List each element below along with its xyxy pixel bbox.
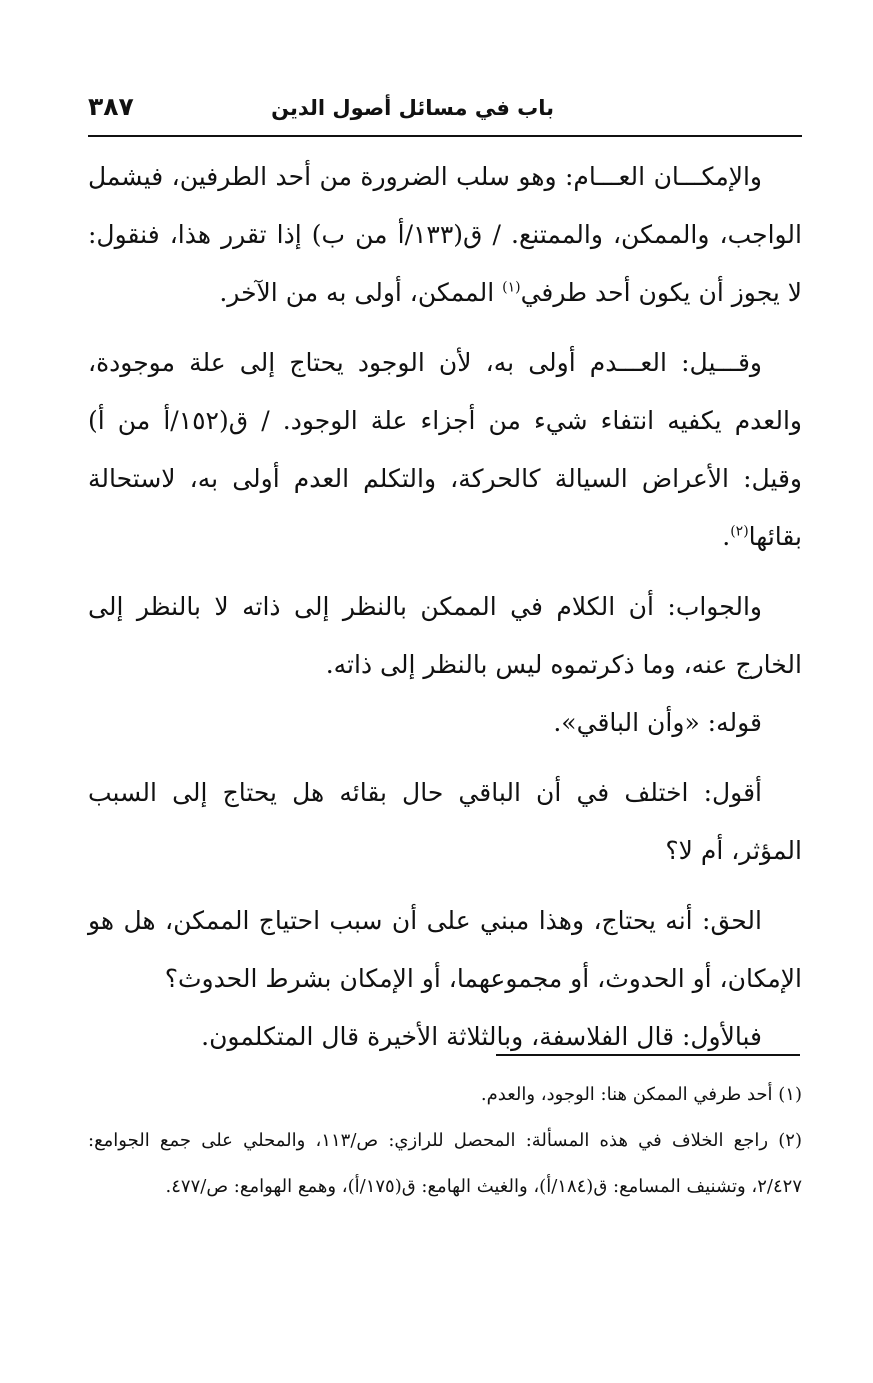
paragraph-3: والجواب: أن الكلام في الممكن بالنظر إلى ذاته لا بالنظر إلى الخارج عنه، وما ذكرتموه ليس بالنظر إلى ذاته. xyxy=(88,592,802,679)
footnote-1: (١) أحد طرفي الممكن هنا: الوجود، والعدم. xyxy=(480,1084,802,1105)
paragraph-2-tail: . xyxy=(722,522,731,551)
paragraph-2 xyxy=(88,334,802,566)
footnote-2: (٢) راجع الخلاف في هذه المسألة: المحصل للرازي: ص/١١٣، والمحلي على جمع الجوامع: ٢/٤٢٧، وتشنيف المسامع: ق(١٨٤/أ)، والغيث الهامع: ق(١٧٥/أ)، وهمع الهوامع: ص/٤٧٧. xyxy=(88,1130,802,1197)
header-rule xyxy=(88,135,802,137)
running-head: باب في مسائل أصول الدين xyxy=(271,96,554,120)
page-number: ٣٨٧ xyxy=(88,92,134,121)
paragraph-7: فبالأول: قال الفلاسفة، وبالثلاثة الأخيرة قال المتكلمون. xyxy=(201,1022,762,1051)
footnote-ref-2: (٢) xyxy=(730,523,749,540)
paragraph-1-text: والإمكـــان العـــام: وهو سلب الضرورة من أحد الطرفين، فيشمل الواجب، والممكن، والممتنع. / ق(١٣٣/أ من ب) إذا تقرر هذا، فنقول: لا يجوز أن يكون أحد طرفي xyxy=(88,162,802,307)
footnote-ref-1: (١) xyxy=(502,279,521,296)
paragraph-6: الحق: أنه يحتاج، وهذا مبني على أن سبب احتياج الممكن، هل هو الإمكان، أو الحدوث، أو مجموعهما، أو الإمكان بشرط الحدوث؟ xyxy=(88,906,802,993)
paragraph-2-text: وقـــيل: العـــدم أولى به، لأن الوجود يحتاج إلى علة موجودة، والعدم يكفيه انتفاء شيء من أجزاء علة الوجود. / ق(١٥٢/أ من أ) وقيل: الأعراض السيالة كالحركة، والتكلم العدم أولى به، لاستحالة بقائها xyxy=(88,348,802,551)
paragraph-5: أقول: اختلف في أن الباقي حال بقائه هل يحتاج إلى السبب المؤثر، أم لا؟ xyxy=(88,778,802,865)
paragraph-4: قوله: «وأن الباقي». xyxy=(553,708,762,737)
footnotes xyxy=(88,1072,802,1210)
footnote-separator xyxy=(496,1054,800,1056)
page-header xyxy=(88,92,802,132)
main-text xyxy=(88,148,802,1066)
paragraph-1-tail: الممكن، أولى به من الآخر. xyxy=(219,278,503,307)
paragraph-1 xyxy=(88,148,802,322)
